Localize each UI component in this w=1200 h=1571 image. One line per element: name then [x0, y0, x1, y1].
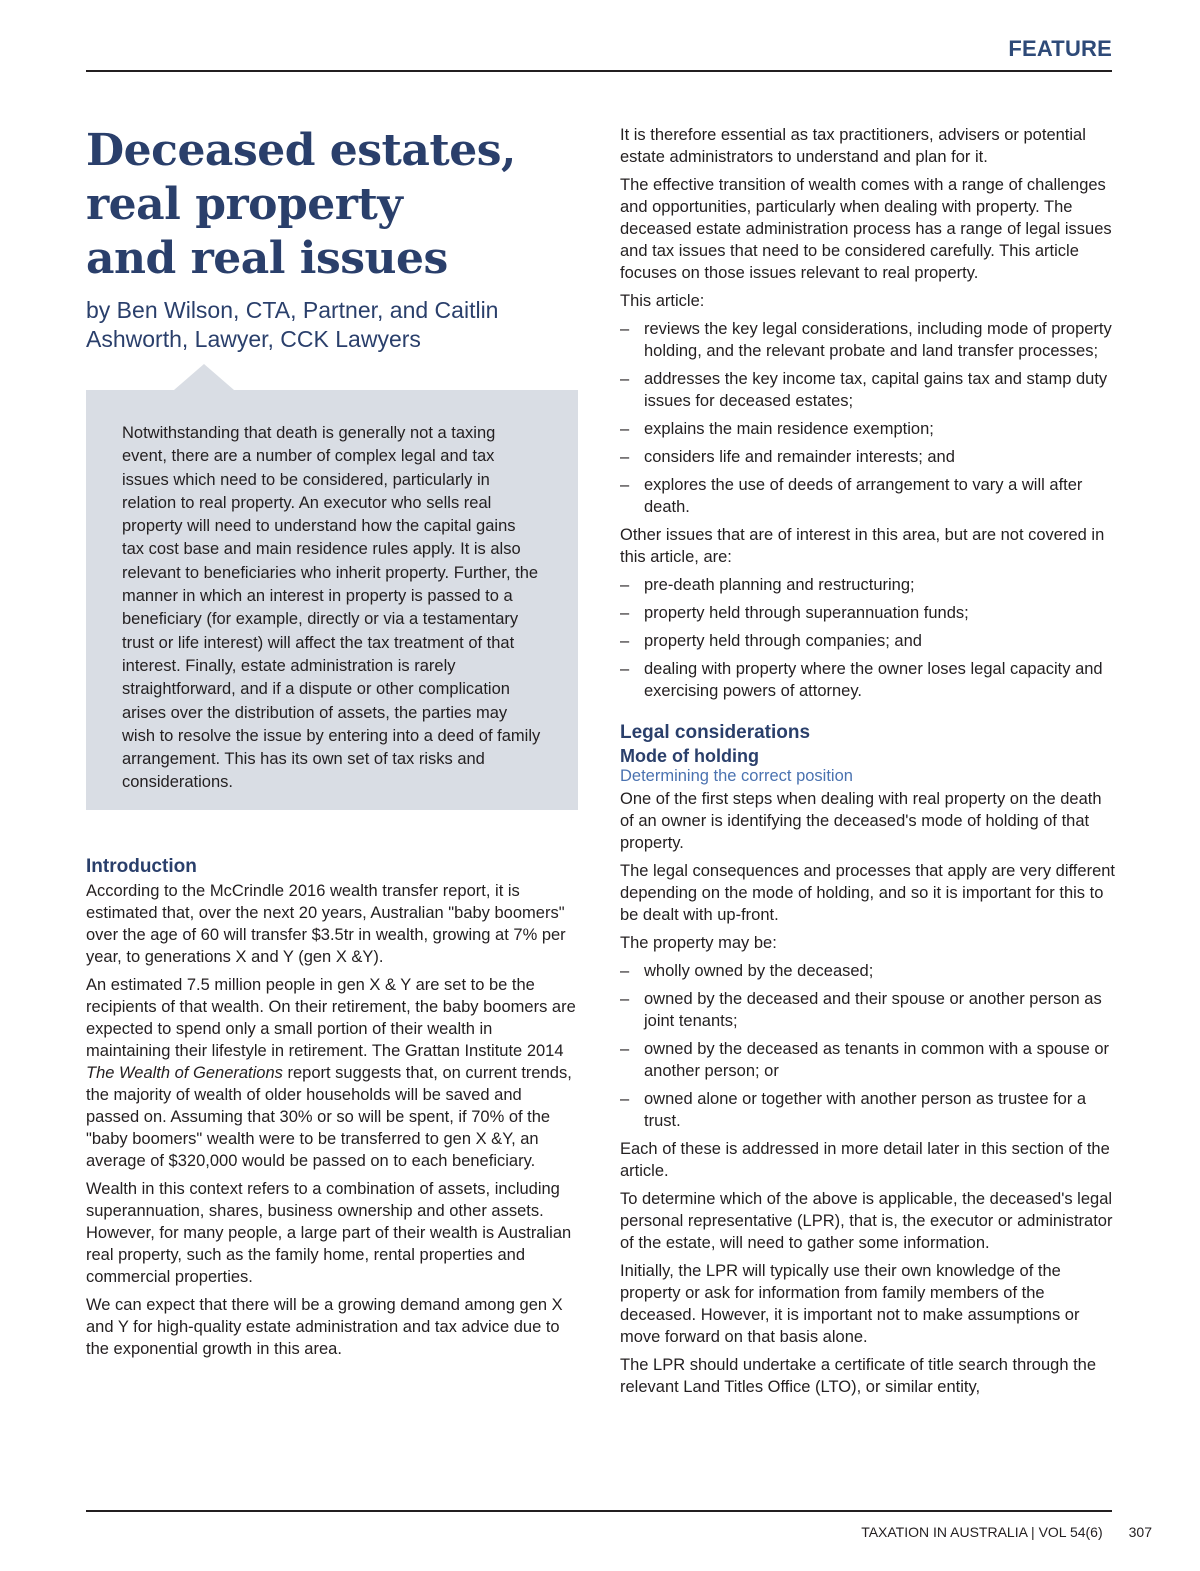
determining-position-heading: Determining the correct position: [620, 767, 853, 785]
page-footer: [861, 1524, 1152, 1540]
title-line: real property: [86, 179, 403, 230]
publication-info: TAXATION IN AUSTRALIA | VOL 54(6): [861, 1524, 1103, 1540]
callout-notch: [174, 364, 234, 390]
body-paragraph: [86, 974, 578, 1172]
right-column: [620, 124, 1116, 1404]
body-paragraph: One of the first steps when dealing with real property on the death of an owner is identifying the deceased's mode of holding of that property.: [620, 790, 1102, 852]
body-paragraph: Initially, the LPR will typically use their own knowledge of the property or ask for information from family members of the deceased. However, it is important not to make assumptions or move forward on that basis alone.: [620, 1262, 1080, 1346]
list-item: – property held through companies; and: [620, 630, 1116, 652]
callout-text: Notwithstanding that death is generally not a taxing event, there are a number of complex legal and tax issues which need to be considered, particularly in relation to real property. An executor who sells real property will need to understand how the capital gains tax cost base and main residence rules apply. It is also relevant to beneficiaries who inherit property. Further, the manner in which an interest in property is passed to a beneficiary (for example, directly or via a testamentary trust or life interest) will affect the tax treatment of that interest. Finally, estate administration is rarely straightforward, and if a dispute or other complication arises over the distribution of assets, the parties may wish to resolve the issue by entering into a deed of family arrangement. This has its own set of tax risks and considerations.: [86, 390, 578, 810]
text-run: report suggests that, on current trends, the majority of wealth of older households will be saved and passed on. Assuming that 30% or so will be spent, if 70% of the "baby boomers" wealth were to be transferred to gen X &Y, an average of $320,000 would be passed on to each beneficiary.: [86, 1064, 572, 1170]
list-item: – addresses the key income tax, capital gains tax and stamp duty issues for deceased estates;: [620, 368, 1116, 412]
body-paragraph: Each of these is addressed in more detail later in this section of the article.: [620, 1140, 1110, 1180]
list-item: – reviews the key legal considerations, including mode of property holding, and the relevant probate and land transfer processes;: [620, 318, 1116, 362]
top-divider: [86, 70, 1112, 72]
body-paragraph: The effective transition of wealth comes with a range of challenges and opportunities, particularly when dealing with property. The deceased estate administration process has a range of legal issues and tax issues that need to be considered carefully. This article focuses on those issues relevant to real property.: [620, 176, 1112, 282]
text-run: An estimated 7.5 million people in gen X & Y are set to be the recipients of that wealth. On their retirement, the baby boomers are expected to spend only a small portion of their wealth in maintaining their lifestyle in retirement. The Grattan Institute 2014: [86, 976, 576, 1060]
article-title: [86, 124, 578, 286]
body-paragraph: The property may be:: [620, 934, 777, 952]
report-title: The Wealth of Generations: [86, 1064, 283, 1082]
callout-box: [86, 390, 578, 810]
list-item: – owned alone or together with another person as trustee for a trust.: [620, 1088, 1116, 1132]
list-item: – considers life and remainder interests; and: [620, 446, 1116, 468]
body-paragraph: The LPR should undertake a certificate of title search through the relevant Land Titles Office (LTO), or similar entity,: [620, 1356, 1097, 1396]
byline: [86, 296, 578, 354]
mode-of-holding-heading: Mode of holding: [620, 746, 759, 766]
legal-considerations-heading: Legal considerations: [620, 722, 811, 743]
byline-line: Ashworth, Lawyer, CCK Lawyers: [86, 326, 421, 352]
list-item: – owned by the deceased as tenants in common with a spouse or another person; or: [620, 1038, 1116, 1082]
title-line: and real issues: [86, 233, 448, 284]
left-column: [86, 124, 578, 1366]
list-item: – explores the use of deeds of arrangement to vary a will after death.: [620, 474, 1116, 518]
body-paragraph: Wealth in this context refers to a combination of assets, including superannuation, shares, business ownership and other assets. However, for many people, a large part of their wealth is Australian real property, such as the family home, rental properties and commercial properties.: [86, 1180, 572, 1286]
property-modes-list: [620, 960, 1116, 1132]
title-line: Deceased estates,: [86, 125, 516, 176]
body-paragraph: The legal consequences and processes that apply are very different depending on the mode of holding, and so it is important for this to be dealt with up-front.: [620, 862, 1115, 924]
other-issues-list: [620, 574, 1116, 702]
page-number: 307: [1128, 1524, 1152, 1540]
list-item: – explains the main residence exemption;: [620, 418, 1116, 440]
body-paragraph: To determine which of the above is applicable, the deceased's legal personal representative (LPR), that is, the executor or administrator of the estate, will need to gather some information.: [620, 1190, 1113, 1252]
body-paragraph: According to the McCrindle 2016 wealth transfer report, it is estimated that, over the next 20 years, Australian "baby boomers" over the age of 60 will transfer $3.5tr in wealth, growing at 7% per year, to generations X and Y (gen X &Y).: [86, 882, 566, 966]
introduction-heading: Introduction: [86, 856, 197, 877]
list-item: – wholly owned by the deceased;: [620, 960, 1116, 982]
introduction-section: [86, 856, 578, 1360]
section-label: FEATURE: [1008, 36, 1112, 61]
body-paragraph: Other issues that are of interest in this area, but are not covered in this article, are:: [620, 526, 1105, 566]
bottom-divider: [86, 1510, 1112, 1512]
list-item: – owned by the deceased and their spouse or another person as joint tenants;: [620, 988, 1116, 1032]
article-scope-list: [620, 318, 1116, 518]
list-item: – property held through superannuation funds;: [620, 602, 1116, 624]
byline-line: by Ben Wilson, CTA, Partner, and Caitlin: [86, 297, 499, 323]
body-paragraph: This article:: [620, 292, 705, 310]
body-paragraph: We can expect that there will be a growing demand among gen X and Y for high-quality estate administration and tax advice due to the exponential growth in this area.: [86, 1296, 563, 1358]
body-paragraph: It is therefore essential as tax practitioners, advisers or potential estate administrators to understand and plan for it.: [620, 126, 1086, 166]
list-item: – pre-death planning and restructuring;: [620, 574, 1116, 596]
list-item: – dealing with property where the owner loses legal capacity and exercising powers of attorney.: [620, 658, 1116, 702]
